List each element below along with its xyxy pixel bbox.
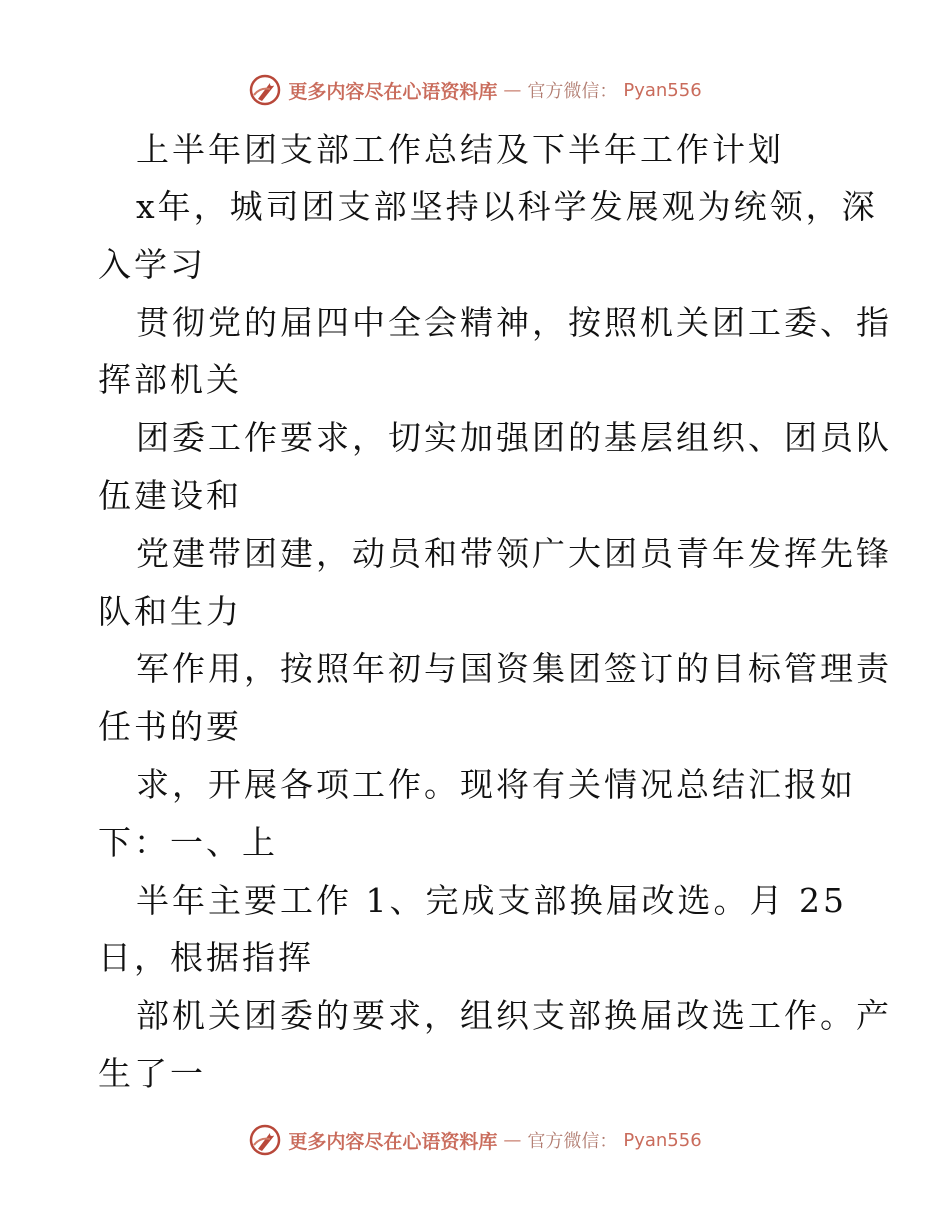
header-banner: [0, 70, 950, 110]
pen-nib-logo-icon: [248, 73, 282, 107]
footer-banner: [0, 1120, 950, 1160]
paragraph: [98, 640, 892, 756]
paragraph-line: 求，开展各项工作。现将有关情况总结汇报如: [136, 764, 856, 804]
paragraph-line: 贯彻党的届四中全会精神，按照机关团工委、指: [136, 302, 892, 342]
paragraph-line: 生了一: [98, 1053, 206, 1093]
paragraph-line: 半年主要工作 1、完成支部换届改选。月 25: [136, 880, 847, 920]
banner-separator: —: [503, 79, 522, 101]
paragraph-line: 伍建设和: [98, 475, 242, 515]
paragraph-line: 党建带团建，动员和带领广大团员青年发挥先锋: [136, 533, 892, 573]
paragraph: [98, 872, 868, 988]
paragraph-line: 军作用，按照年初与国资集团签订的目标管理责: [136, 649, 892, 689]
paragraph-line: 日，根据指挥: [98, 938, 314, 978]
document-body: [98, 122, 892, 1103]
paragraph-line: 团委工作要求，切实加强团的基层组织、团员队: [136, 418, 892, 458]
banner-brand-text: 更多内容尽在心语资料库: [288, 80, 498, 103]
paragraph: [98, 525, 892, 641]
banner-contact-id: Pyan556: [623, 1129, 702, 1151]
paragraph-line: 挥部机关: [98, 360, 242, 400]
paragraph-line: 下：一、上: [98, 822, 278, 862]
paragraph-line: 入学习: [98, 244, 206, 284]
paragraph-line: 部机关团委的要求，组织支部换届改选工作。产: [136, 996, 892, 1036]
banner-contact-id: Pyan556: [623, 79, 702, 101]
paragraph: [98, 987, 892, 1103]
banner-contact-label: 官方微信：: [527, 1131, 618, 1152]
banner-contact-label: 官方微信：: [527, 81, 618, 102]
paragraph: [98, 756, 868, 872]
paragraph-line: 任书的要: [98, 707, 242, 747]
paragraph-line: x年，城司团支部坚持以科学发展观为统领，深: [136, 187, 878, 226]
banner-separator: —: [503, 1129, 522, 1151]
paragraph-line: 队和生力: [98, 591, 242, 631]
paragraph: [98, 178, 878, 294]
paragraph: [98, 294, 892, 410]
pen-nib-logo-icon: [248, 1123, 282, 1157]
paragraph: [98, 409, 892, 525]
banner-brand-text: 更多内容尽在心语资料库: [288, 1130, 498, 1153]
document-title: 上半年团支部工作总结及下半年工作计划: [136, 130, 784, 169]
